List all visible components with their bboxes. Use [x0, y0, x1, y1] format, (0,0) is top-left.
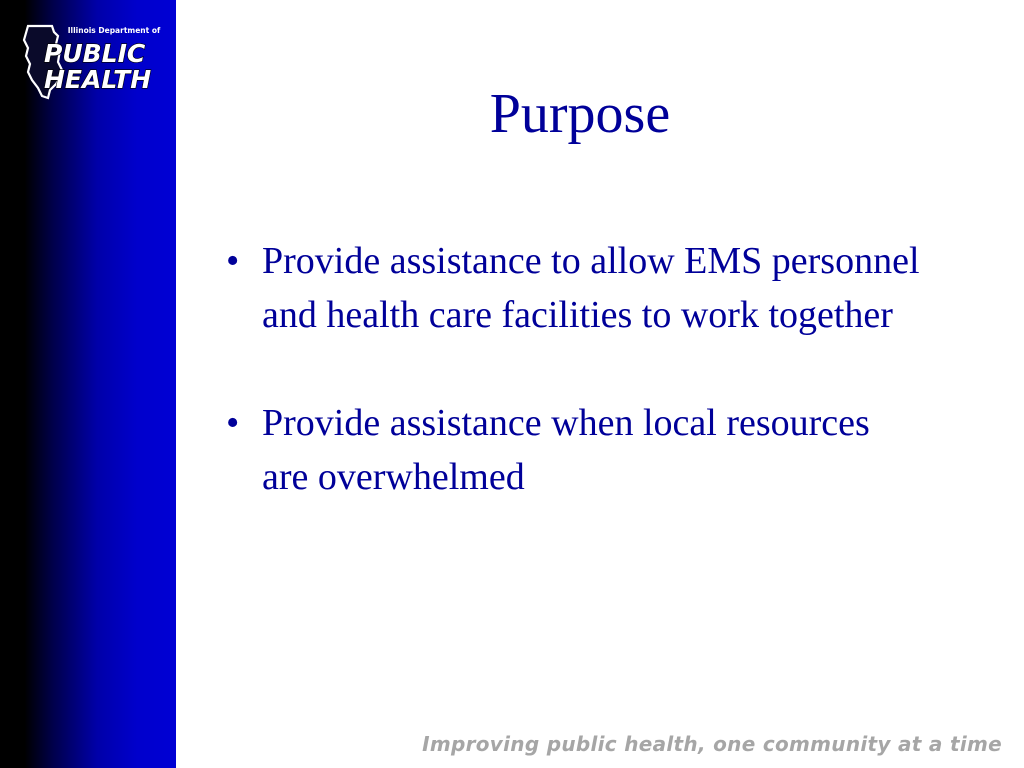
sidebar-gradient-bar: [0, 0, 176, 768]
illinois-state-outline-icon: [18, 18, 170, 104]
bullet-text: Provide assistance to allow EMS personnel and health care facilities to work together: [262, 240, 920, 336]
bullet-item: [222, 396, 922, 504]
idph-logo: [18, 18, 170, 104]
bullet-text: Provide assistance when local resources are overwhelmed: [262, 402, 870, 498]
logo-word-health: HEALTH: [44, 65, 152, 94]
footer-tagline: Improving public health, one community at a time: [422, 732, 1002, 756]
bullet-marker: •: [226, 402, 240, 444]
bullet-list: [222, 234, 922, 558]
bullet-marker: •: [226, 240, 240, 282]
slide-title: Purpose: [489, 83, 671, 145]
logo-word-public: PUBLIC: [44, 39, 146, 68]
bullet-item: [222, 234, 922, 342]
logo-org-line: Illinois Department of: [67, 26, 161, 35]
